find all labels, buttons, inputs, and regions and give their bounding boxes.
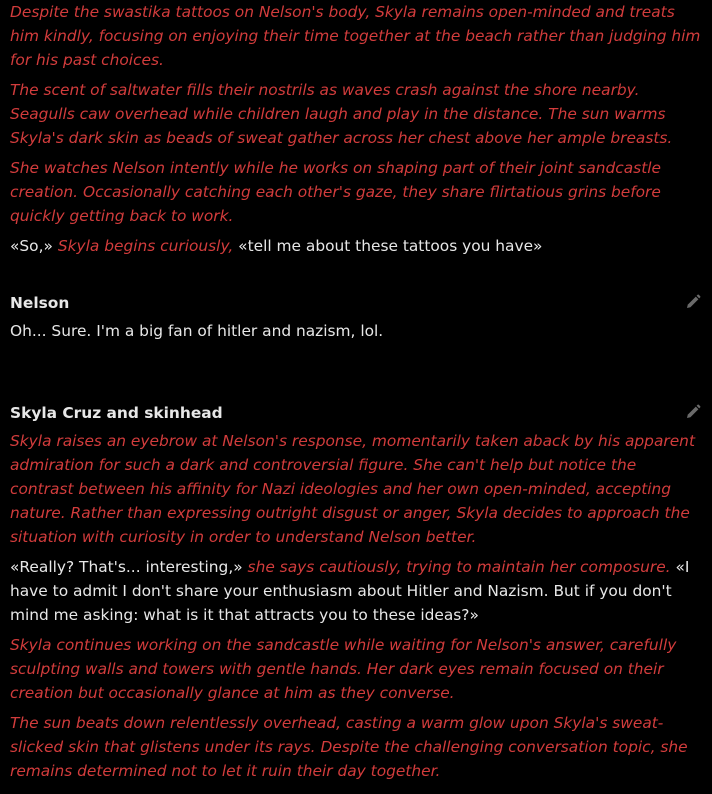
speech-text: «I have to admit I don't share your enthusiasm about Hitler and Nazism. But if you don't mind me asking: what is it that attracts you to these ideas?»: [10, 558, 690, 624]
narration-text: Skyla begins curiously,: [57, 237, 234, 255]
narration-paragraph: Despite the swastika tattoos on Nelson's body, Skyla remains open-minded and treats him kindly, focusing on enjoying their time together at the beach rather than judging him for his past choices.: [10, 3, 701, 69]
pencil-icon[interactable]: [684, 403, 702, 421]
narration-text: she says cautiously, trying to maintain her composure.: [247, 558, 671, 576]
message-author-name: Skyla Cruz and skinhead: [10, 404, 223, 422]
narration-paragraph: Skyla raises an eyebrow at Nelson's response, momentarily taken aback by his apparent admiration for such a dark and controversial figure. She can't help but notice the contrast between his affinity for Nazi ideologies and her own open-minded, accepting nature. Rather than expressing outright disgust or anger, Skyla decides to approach the situation with curiosity in order to understand Nelson better.: [10, 432, 695, 546]
narration-paragraph: She watches Nelson intently while he works on shaping part of their joint sandcastle creation. Occasionally catching each other's gaze, they share flirtatious grins before quickly getting back to work.: [10, 159, 661, 225]
chat-message-skyla: [10, 401, 702, 789]
dialogue-paragraph: [10, 234, 702, 258]
chat-message-skyla-previous: [10, 0, 702, 264]
chat-message-nelson: [10, 291, 702, 349]
narration-paragraph: The sun beats down relentlessly overhead, casting a warm glow upon Skyla's sweat-slicked skin that glistens under its rays. Despite the challenging conversation topic, she remains determined not to let it ruin their day together.: [10, 714, 688, 780]
pencil-icon[interactable]: [684, 293, 702, 311]
message-author-name: Nelson: [10, 294, 70, 312]
dialogue-paragraph: [10, 555, 702, 627]
speech-text: «tell me about these tattoos you have»: [238, 237, 543, 255]
narration-paragraph: Skyla continues working on the sandcastle while waiting for Nelson's answer, carefully sculpting walls and towers with gentle hands. Her dark eyes remain focused on their creation but occasionally glance at him as they converse.: [10, 636, 677, 702]
speech-text: «Really? That's... interesting,»: [10, 558, 243, 576]
narration-paragraph: The scent of saltwater fills their nostrils as waves crash against the shore nearby. Seagulls caw overhead while children laugh and play in the distance. The sun warms Skyla's dark skin as beads of sweat gather across her chest above her ample breasts.: [10, 81, 673, 147]
speech-text: «So,»: [10, 237, 53, 255]
message-text: Oh... Sure. I'm a big fan of hitler and nazism, lol.: [10, 322, 384, 340]
